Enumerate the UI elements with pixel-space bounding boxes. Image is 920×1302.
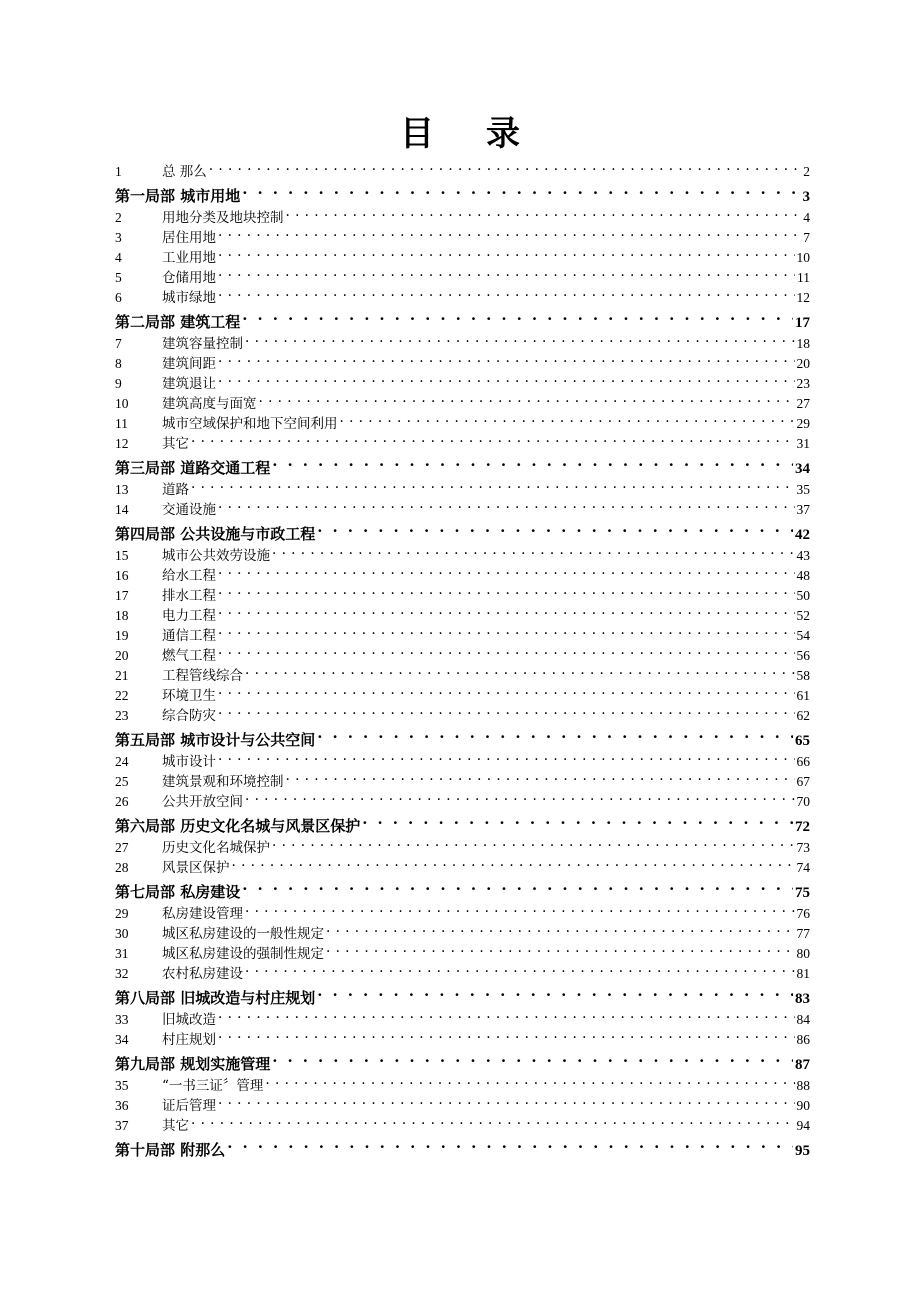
toc-dot-leader xyxy=(317,979,793,1003)
toc-entry-title: 证后管理 xyxy=(162,1098,216,1114)
toc-entry[interactable] xyxy=(115,428,810,452)
toc-page-number: 10 xyxy=(796,250,810,265)
toc-entry-title: 城市设计 xyxy=(162,754,216,770)
toc-dot-leader xyxy=(326,918,795,938)
toc-page-number: 83 xyxy=(795,991,810,1007)
toc-entry-number: 12 xyxy=(115,436,129,451)
toc-entry-number: 37 xyxy=(115,1118,129,1133)
toc-dot-leader xyxy=(191,1110,795,1130)
toc-part-heading[interactable] xyxy=(115,1045,810,1073)
toc-entry-number: 9 xyxy=(115,376,122,391)
toc-page-number: 43 xyxy=(796,548,810,563)
toc-dot-leader xyxy=(326,938,795,958)
toc-page-number: 27 xyxy=(796,396,810,411)
toc-page-number: 87 xyxy=(795,1057,810,1073)
toc-dot-leader xyxy=(218,368,795,388)
toc-entry-number: 33 xyxy=(115,1012,129,1027)
toc-dot-leader xyxy=(286,766,795,786)
toc-entry-title: 排水工程 xyxy=(162,588,216,604)
table-of-contents xyxy=(115,156,810,1159)
toc-dot-leader xyxy=(272,449,793,473)
toc-page-number: 76 xyxy=(796,906,810,921)
toc-entry-title: 城市空域保护和地下空间利用 xyxy=(162,416,338,432)
toc-entry[interactable] xyxy=(115,348,810,372)
toc-dot-leader xyxy=(218,746,795,766)
toc-entry[interactable] xyxy=(115,494,810,518)
toc-entry[interactable] xyxy=(115,580,810,604)
toc-entry[interactable] xyxy=(115,368,810,392)
toc-entry[interactable] xyxy=(115,600,810,624)
toc-entry-title: 给水工程 xyxy=(162,568,216,584)
toc-entry-title: 建筑景观和环境控制 xyxy=(162,774,284,790)
toc-entry-title: 第二局部 建筑工程 xyxy=(115,313,241,331)
toc-dot-leader xyxy=(218,580,795,600)
toc-entry-number: 22 xyxy=(115,688,129,703)
toc-entry-number: 21 xyxy=(115,668,129,683)
toc-page-number: 56 xyxy=(796,648,810,663)
toc-page-number: 20 xyxy=(796,356,810,371)
toc-page-number: 4 xyxy=(803,210,810,225)
toc-entry-number: 7 xyxy=(115,336,122,351)
toc-part-heading[interactable] xyxy=(115,1131,810,1159)
toc-entry-number: 14 xyxy=(115,502,129,517)
toc-entry-title: 村庄规划 xyxy=(162,1032,216,1048)
toc-entry-title: 第四局部 公共设施与市政工程 xyxy=(115,525,316,543)
toc-entry[interactable] xyxy=(115,640,810,664)
toc-dot-leader xyxy=(209,156,801,176)
toc-page-number: 17 xyxy=(795,315,810,331)
toc-dot-leader xyxy=(218,1090,795,1110)
toc-page-number: 3 xyxy=(802,189,810,205)
toc-entry-number: 10 xyxy=(115,396,129,411)
toc-dot-leader xyxy=(340,408,795,428)
toc-entry-number: 35 xyxy=(115,1078,129,1093)
toc-entry[interactable] xyxy=(115,660,810,684)
toc-dot-leader xyxy=(242,303,793,327)
toc-entry-number: 15 xyxy=(115,548,129,563)
toc-dot-leader xyxy=(245,958,795,978)
toc-entry-number: 18 xyxy=(115,608,129,623)
toc-page-number: 66 xyxy=(796,754,810,769)
toc-page-number: 58 xyxy=(796,668,810,683)
toc-page-number: 75 xyxy=(795,885,810,901)
toc-entry[interactable] xyxy=(115,388,810,412)
toc-entry-title: 风景区保护 xyxy=(162,860,230,876)
toc-entry-number: 20 xyxy=(115,648,129,663)
toc-dot-leader xyxy=(218,680,795,700)
toc-entry[interactable] xyxy=(115,156,810,180)
toc-entry[interactable] xyxy=(115,680,810,704)
toc-entry-title: 电力工程 xyxy=(162,608,216,624)
toc-dot-leader xyxy=(272,1045,793,1069)
toc-page-number: 37 xyxy=(796,502,810,517)
toc-entry-title: 其它 xyxy=(162,436,189,452)
toc-page-number: 12 xyxy=(796,290,810,305)
toc-dot-leader xyxy=(218,700,795,720)
toc-entry-title: 城市绿地 xyxy=(162,290,216,306)
toc-entry-title: 工程管线综合 xyxy=(162,668,243,684)
toc-page-number: 67 xyxy=(796,774,810,789)
toc-dot-leader xyxy=(218,494,795,514)
toc-entry-number: 8 xyxy=(115,356,122,371)
toc-part-heading[interactable] xyxy=(115,177,810,205)
toc-entry[interactable] xyxy=(115,700,810,724)
toc-dot-leader xyxy=(362,807,793,831)
toc-entry-number: 36 xyxy=(115,1098,129,1113)
toc-entry-number: 29 xyxy=(115,906,129,921)
toc-entry-title: 燃气工程 xyxy=(162,648,216,664)
toc-page-number: 61 xyxy=(796,688,810,703)
toc-dot-leader xyxy=(317,721,793,745)
toc-page-number: 50 xyxy=(796,588,810,603)
toc-dot-leader xyxy=(218,600,795,620)
toc-page-number: 65 xyxy=(795,733,810,749)
toc-dot-leader xyxy=(218,222,801,242)
toc-dot-leader xyxy=(227,1131,793,1155)
toc-page-number: 42 xyxy=(795,527,810,543)
toc-entry-title: 第六局部 历史文化名城与风景区保护 xyxy=(115,817,361,835)
toc-entry-title: 历史文化名城保护 xyxy=(162,840,270,856)
toc-dot-leader xyxy=(317,515,793,539)
toc-part-heading[interactable] xyxy=(115,303,810,331)
toc-dot-leader xyxy=(218,560,795,580)
toc-page-number: 2 xyxy=(803,164,810,179)
toc-page-number: 29 xyxy=(796,416,810,431)
toc-entry-number: 25 xyxy=(115,774,129,789)
toc-entry-title: 建筑间距 xyxy=(162,356,216,372)
toc-entry[interactable] xyxy=(115,620,810,644)
toc-page-number: 86 xyxy=(796,1032,810,1047)
toc-entry-title: 总 那么 xyxy=(162,164,207,180)
toc-page-number: 48 xyxy=(796,568,810,583)
toc-entry-number: 19 xyxy=(115,628,129,643)
toc-entry-title: 建筑退让 xyxy=(162,376,216,392)
toc-page-number: 31 xyxy=(796,436,810,451)
toc-part-heading[interactable] xyxy=(115,515,810,543)
title-char-2: 录 xyxy=(486,114,520,154)
toc-entry-number: 11 xyxy=(115,416,128,431)
toc-page-number: 77 xyxy=(796,926,810,941)
toc-page-number: 74 xyxy=(796,860,810,875)
page-title xyxy=(0,112,920,156)
toc-entry-title: 公共开放空间 xyxy=(162,794,243,810)
toc-entry-title: 第五局部 城市设计与公共空间 xyxy=(115,731,316,749)
toc-entry-title: 工业用地 xyxy=(162,250,216,266)
toc-entry[interactable] xyxy=(115,282,810,306)
toc-entry-number: 32 xyxy=(115,966,129,981)
toc-dot-leader xyxy=(191,474,795,494)
toc-entry[interactable] xyxy=(115,746,810,770)
toc-dot-leader xyxy=(286,202,802,222)
toc-entry-number: 1 xyxy=(115,164,122,179)
toc-entry-number: 30 xyxy=(115,926,129,941)
toc-entry-title: 其它 xyxy=(162,1118,189,1134)
toc-dot-leader xyxy=(218,1004,795,1024)
toc-entry-number: 27 xyxy=(115,840,129,855)
toc-dot-leader xyxy=(242,177,800,201)
toc-entry-title: 环境卫生 xyxy=(162,688,216,704)
toc-entry-title: 居住用地 xyxy=(162,230,216,246)
toc-page-number: 18 xyxy=(796,336,810,351)
toc-entry-number: 28 xyxy=(115,860,129,875)
toc-dot-leader xyxy=(218,640,795,660)
toc-entry[interactable] xyxy=(115,560,810,584)
toc-entry-title: 城区私房建设的强制性规定 xyxy=(162,946,324,962)
toc-entry-title: 第十局部 附那么 xyxy=(115,1141,226,1159)
toc-entry-number: 31 xyxy=(115,946,129,961)
toc-entry-title: 第三局部 道路交通工程 xyxy=(115,459,271,477)
toc-part-heading[interactable] xyxy=(115,721,810,749)
toc-page-number: 73 xyxy=(796,840,810,855)
toc-page-number: 72 xyxy=(795,819,810,835)
toc-entry-title: 旧城改造 xyxy=(162,1012,216,1028)
toc-dot-leader xyxy=(245,660,795,680)
toc-entry-title: 综合防灾 xyxy=(162,708,216,724)
toc-page-number: 23 xyxy=(796,376,810,391)
toc-entry-number: 23 xyxy=(115,708,129,723)
toc-entry-title: 第八局部 旧城改造与村庄规划 xyxy=(115,989,316,1007)
toc-entry-title: 建筑容量控制 xyxy=(162,336,243,352)
toc-dot-leader xyxy=(245,898,795,918)
toc-page-number: 54 xyxy=(796,628,810,643)
toc-page-number: 84 xyxy=(796,1012,810,1027)
toc-entry-number: 26 xyxy=(115,794,129,809)
toc-dot-leader xyxy=(218,242,795,262)
toc-entry-title: 通信工程 xyxy=(162,628,216,644)
toc-page-number: 11 xyxy=(797,270,810,285)
toc-dot-leader xyxy=(259,388,795,408)
toc-dot-leader xyxy=(218,262,795,282)
toc-page-number: 81 xyxy=(796,966,810,981)
toc-page-number: 34 xyxy=(795,461,810,477)
toc-dot-leader xyxy=(272,540,795,560)
toc-entry-title: 第一局部 城市用地 xyxy=(115,187,241,205)
toc-page-number: 80 xyxy=(796,946,810,961)
toc-dot-leader xyxy=(232,852,795,872)
toc-entry-number: 24 xyxy=(115,754,129,769)
toc-dot-leader xyxy=(218,348,795,368)
toc-entry-title: 交通设施 xyxy=(162,502,216,518)
toc-dot-leader xyxy=(218,620,795,640)
toc-page-number: 88 xyxy=(796,1078,810,1093)
toc-entry-number: 34 xyxy=(115,1032,129,1047)
toc-dot-leader xyxy=(272,832,795,852)
toc-page-number: 35 xyxy=(796,482,810,497)
toc-page-number: 62 xyxy=(796,708,810,723)
toc-entry[interactable] xyxy=(115,1090,810,1114)
toc-entry[interactable] xyxy=(115,262,810,286)
toc-entry-title: “一书三证〞管理 xyxy=(162,1078,264,1094)
toc-entry-number: 16 xyxy=(115,568,129,583)
toc-entry-title: 建筑高度与面宽 xyxy=(162,396,257,412)
toc-entry-number: 5 xyxy=(115,270,122,285)
toc-entry-title: 农村私房建设 xyxy=(162,966,243,982)
toc-dot-leader xyxy=(218,282,795,302)
toc-entry[interactable] xyxy=(115,222,810,246)
toc-dot-leader xyxy=(245,786,795,806)
toc-entry-title: 道路 xyxy=(162,482,189,498)
toc-page-number: 95 xyxy=(795,1143,810,1159)
toc-entry-number: 6 xyxy=(115,290,122,305)
toc-dot-leader xyxy=(218,1024,795,1044)
toc-entry[interactable] xyxy=(115,242,810,266)
toc-page-number: 70 xyxy=(796,794,810,809)
toc-entry-title: 城市公共效劳设施 xyxy=(162,548,270,564)
toc-entry-title: 仓储用地 xyxy=(162,270,216,286)
toc-entry-title: 城区私房建设的一般性规定 xyxy=(162,926,324,942)
toc-entry-number: 3 xyxy=(115,230,122,245)
toc-entry-title: 私房建设管理 xyxy=(162,906,243,922)
toc-entry-number: 17 xyxy=(115,588,129,603)
toc-dot-leader xyxy=(242,873,793,897)
toc-dot-leader xyxy=(245,328,795,348)
toc-page-number: 90 xyxy=(796,1098,810,1113)
toc-page-number: 94 xyxy=(796,1118,810,1133)
toc-dot-leader xyxy=(265,1070,794,1090)
toc-entry-number: 2 xyxy=(115,210,122,225)
title-char-1: 目 xyxy=(400,114,434,154)
toc-entry-title: 第九局部 规划实施管理 xyxy=(115,1055,271,1073)
toc-entry[interactable] xyxy=(115,1024,810,1048)
toc-entry[interactable] xyxy=(115,766,810,790)
toc-entry[interactable] xyxy=(115,474,810,498)
toc-entry-number: 13 xyxy=(115,482,129,497)
toc-page-number: 52 xyxy=(796,608,810,623)
toc-page-number: 7 xyxy=(803,230,810,245)
toc-entry-title: 第七局部 私房建设 xyxy=(115,883,241,901)
toc-entry-number: 4 xyxy=(115,250,122,265)
toc-entry[interactable] xyxy=(115,1110,810,1134)
toc-dot-leader xyxy=(191,428,795,448)
toc-entry-title: 用地分类及地块控制 xyxy=(162,210,284,226)
toc-part-heading[interactable] xyxy=(115,449,810,477)
toc-entry[interactable] xyxy=(115,1004,810,1028)
